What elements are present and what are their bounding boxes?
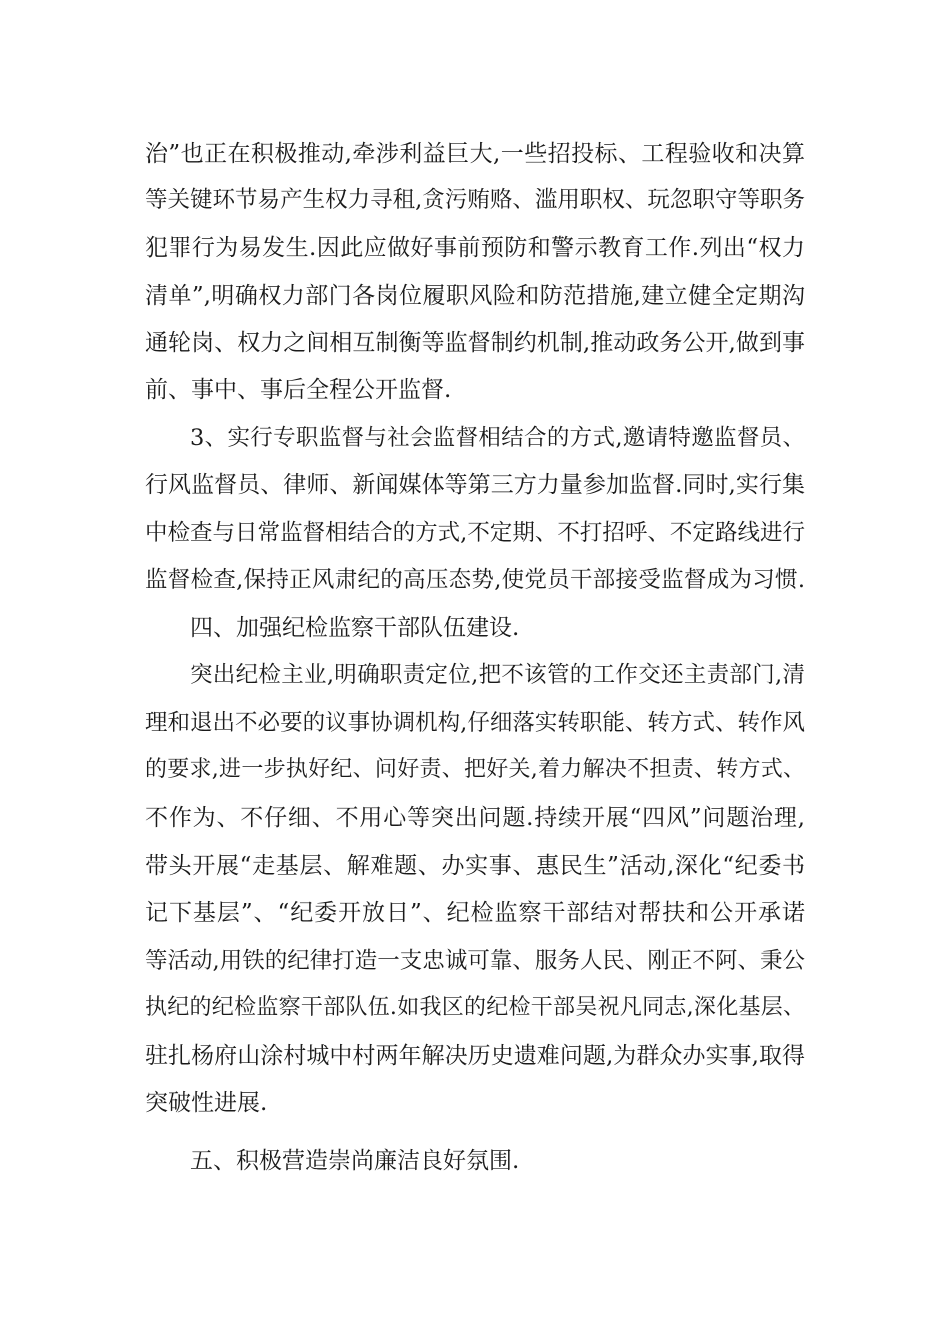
text-line-2: 等关键环节易产生权力寻租,贪污贿赂、滥用职权、玩忽职守等职务	[145, 187, 805, 213]
text-line-17: 记下基层”、“纪委开放日”、纪检监察干部结对帮扶和公开承诺	[145, 900, 805, 926]
section-heading-5: 五、积极营造崇尚廉洁良好氛围.	[190, 1148, 520, 1174]
text-line-10: 监督检查,保持正风肃纪的高压态势,使党员干部接受监督成为习惯.	[145, 567, 805, 593]
text-line-14: 的要求,进一步执好纪、问好责、把好关,着力解决不担责、转方式、	[145, 757, 805, 782]
text-line-13: 理和退出不必要的议事协调机构,仔细落实转职能、转方式、转作风	[145, 710, 805, 736]
text-line-9: 中检查与日常监督相结合的方式,不定期、不打招呼、不定路线进行	[145, 520, 805, 546]
text-line-7: 3、实行专职监督与社会监督相结合的方式,邀请特邀监督员、	[190, 425, 805, 451]
text-line-19: 执纪的纪检监察干部队伍.如我区的纪检干部吴祝凡同志,深化基层、	[145, 995, 805, 1020]
text-line-18: 等活动,用铁的纪律打造一支忠诚可靠、服务人民、刚正不阿、秉公	[145, 948, 805, 974]
text-line-6: 前、事中、事后全程公开监督.	[145, 377, 452, 403]
text-line-8: 行风监督员、律师、新闻媒体等第三方力量参加监督.同时,实行集	[145, 472, 805, 498]
text-line-3: 犯罪行为易发生.因此应做好事前预防和警示教育工作.列出“权力	[145, 235, 805, 261]
text-line-1: 治”也正在积极推动,牵涉利益巨大,一些招投标、工程验收和决算	[145, 141, 805, 167]
text-line-16: 带头开展“走基层、解难题、办实事、惠民生”活动,深化“纪委书	[145, 853, 805, 879]
section-heading-4: 四、加强纪检监察干部队伍建设.	[190, 615, 520, 641]
text-line-12: 突出纪检主业,明确职责定位,把不该管的工作交还主责部门,清	[190, 662, 805, 688]
text-line-21: 突破性进展.	[145, 1090, 268, 1116]
text-line-20: 驻扎杨府山涂村城中村两年解决历史遗难问题,为群众办实事,取得	[145, 1043, 805, 1069]
text-line-4: 清单”,明确权力部门各岗位履职风险和防范措施,建立健全定期沟	[145, 283, 805, 309]
text-line-5: 通轮岗、权力之间相互制衡等监督制约机制,推动政务公开,做到事	[145, 330, 805, 356]
text-line-15: 不作为、不仔细、不用心等突出问题.持续开展“四风”问题治理,	[145, 805, 805, 831]
